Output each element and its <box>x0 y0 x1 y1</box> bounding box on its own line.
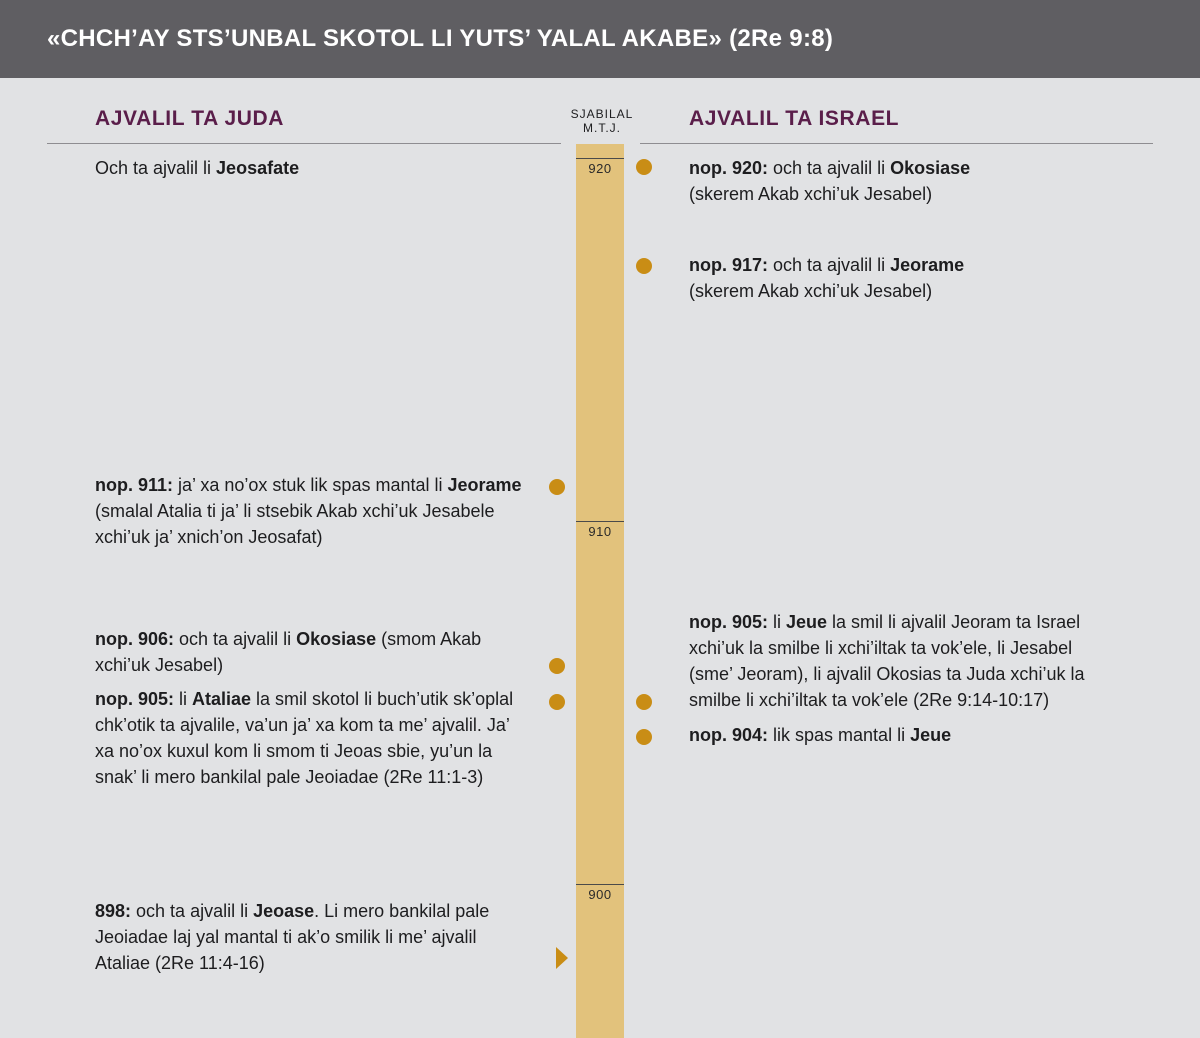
right-divider <box>640 143 1153 144</box>
entry-king-name: Jeue <box>910 725 952 745</box>
tick-label-900: 900 <box>588 887 612 902</box>
entry-date: nop. 917: <box>689 255 769 275</box>
juda-entry-911 <box>95 472 535 550</box>
israel-marker-905 <box>636 694 652 710</box>
israel-marker-920 <box>636 159 652 175</box>
left-divider <box>47 143 561 144</box>
entry-text: lik spas mantal li <box>768 725 911 745</box>
entry-king-name: Okosiase <box>296 629 377 649</box>
israel-heading: AJVALIL TA ISRAEL <box>689 107 900 130</box>
israel-marker-904 <box>636 729 652 745</box>
axis-heading-line1: SJABILAL <box>570 107 634 121</box>
entry-date: nop. 905: <box>689 612 769 632</box>
tick-label-920: 920 <box>588 161 612 176</box>
israel-entry-920 <box>689 155 1149 207</box>
entry-text: la smil skotol li buch’utik sk’oplal chk’otik ta ajvalile, va’un ja’ xa kom ta me’ ajvalil. Ja’ xa no’ox kuxul kom li smom ti Jeoas sbie, yu’un la snak’ li mero bankilal pale Jeoiadae (2Re 11:1-3) <box>95 689 514 787</box>
entry-date: nop. 920: <box>689 158 769 178</box>
entry-king-name: Jeosafate <box>216 158 300 178</box>
entry-text: la smil li ajvalil Jeoram ta Israel xchi’uk la smilbe li xchi’iltak ta vok’ele, li Jesabel (sme’ Jeoram), li ajvalil Okosias ta Juda xchi’uk la smilbe li xchi’iltak ta vok’ele (2Re 9:14-10:17) <box>689 612 1085 710</box>
entry-date: 898: <box>95 901 132 921</box>
entry-king-name: Okosiase <box>890 158 971 178</box>
axis-heading-line2: M.T.J. <box>583 121 621 135</box>
juda-entry-906 <box>95 626 515 678</box>
entry-text: och ta ajvalil li <box>131 901 254 921</box>
entry-text: . Li mero bankilal pale Jeoiadae laj yal mantal ti ak’o smilik li me’ ajvalil Ataliae (2Re 11:4-16) <box>95 901 490 973</box>
entry-text: (smalal Atalia ti ja’ li stsebik Akab xchi’uk Jesabele xchi’uk ja’ xnich’on Jeosafat) <box>95 501 495 547</box>
entry-king-name: Jeorame <box>447 475 522 495</box>
entry-date: nop. 904: <box>689 725 769 745</box>
juda-marker-905 <box>549 694 565 710</box>
entry-king-name: Jeue <box>786 612 828 632</box>
entry-text: ja’ xa no’ox stuk lik spas mantal li <box>173 475 448 495</box>
israel-entry-917 <box>689 252 1149 304</box>
tick-label-910: 910 <box>588 524 612 539</box>
juda-entry-898 <box>95 898 515 976</box>
entry-text: och ta ajvalil li <box>768 158 891 178</box>
entry-text: och ta ajvalil li <box>174 629 297 649</box>
entry-date: nop. 911: <box>95 475 174 495</box>
entry-text: Och ta ajvalil li <box>95 158 217 178</box>
entry-text: li <box>174 689 193 709</box>
entry-king-name: Jeorame <box>890 255 965 275</box>
timeline-bar <box>576 144 624 1038</box>
entry-text: och ta ajvalil li <box>768 255 891 275</box>
tick-920 <box>576 158 624 159</box>
juda-entry-jeosafat <box>95 155 535 181</box>
juda-heading: AJVALIL TA JUDA <box>95 107 285 130</box>
juda-arrow-898 <box>556 947 568 969</box>
entry-king-name: Jeoase <box>253 901 315 921</box>
entry-date: nop. 905: <box>95 689 175 709</box>
juda-entry-905 <box>95 686 515 790</box>
entry-text: (skerem Akab xchi’uk Jesabel) <box>689 184 933 204</box>
axis-heading <box>562 107 642 135</box>
entry-text: li <box>768 612 787 632</box>
israel-entry-904 <box>689 722 1149 748</box>
title-bar <box>0 0 1200 78</box>
israel-marker-917 <box>636 258 652 274</box>
tick-900 <box>576 884 624 885</box>
entry-date: nop. 906: <box>95 629 175 649</box>
tick-910 <box>576 521 624 522</box>
juda-marker-911 <box>549 479 565 495</box>
entry-text: (skerem Akab xchi’uk Jesabel) <box>689 281 933 301</box>
israel-entry-905 <box>689 609 1109 713</box>
juda-marker-906 <box>549 658 565 674</box>
page-title: «CHCH’AY STS’UNBAL SKOTOL LI YUTS’ YALAL AKABE» (2Re 9:8) <box>47 25 834 52</box>
entry-text: (smom Akab xchi’uk Jesabel) <box>95 629 482 675</box>
entry-queen-name: Ataliae <box>192 689 252 709</box>
